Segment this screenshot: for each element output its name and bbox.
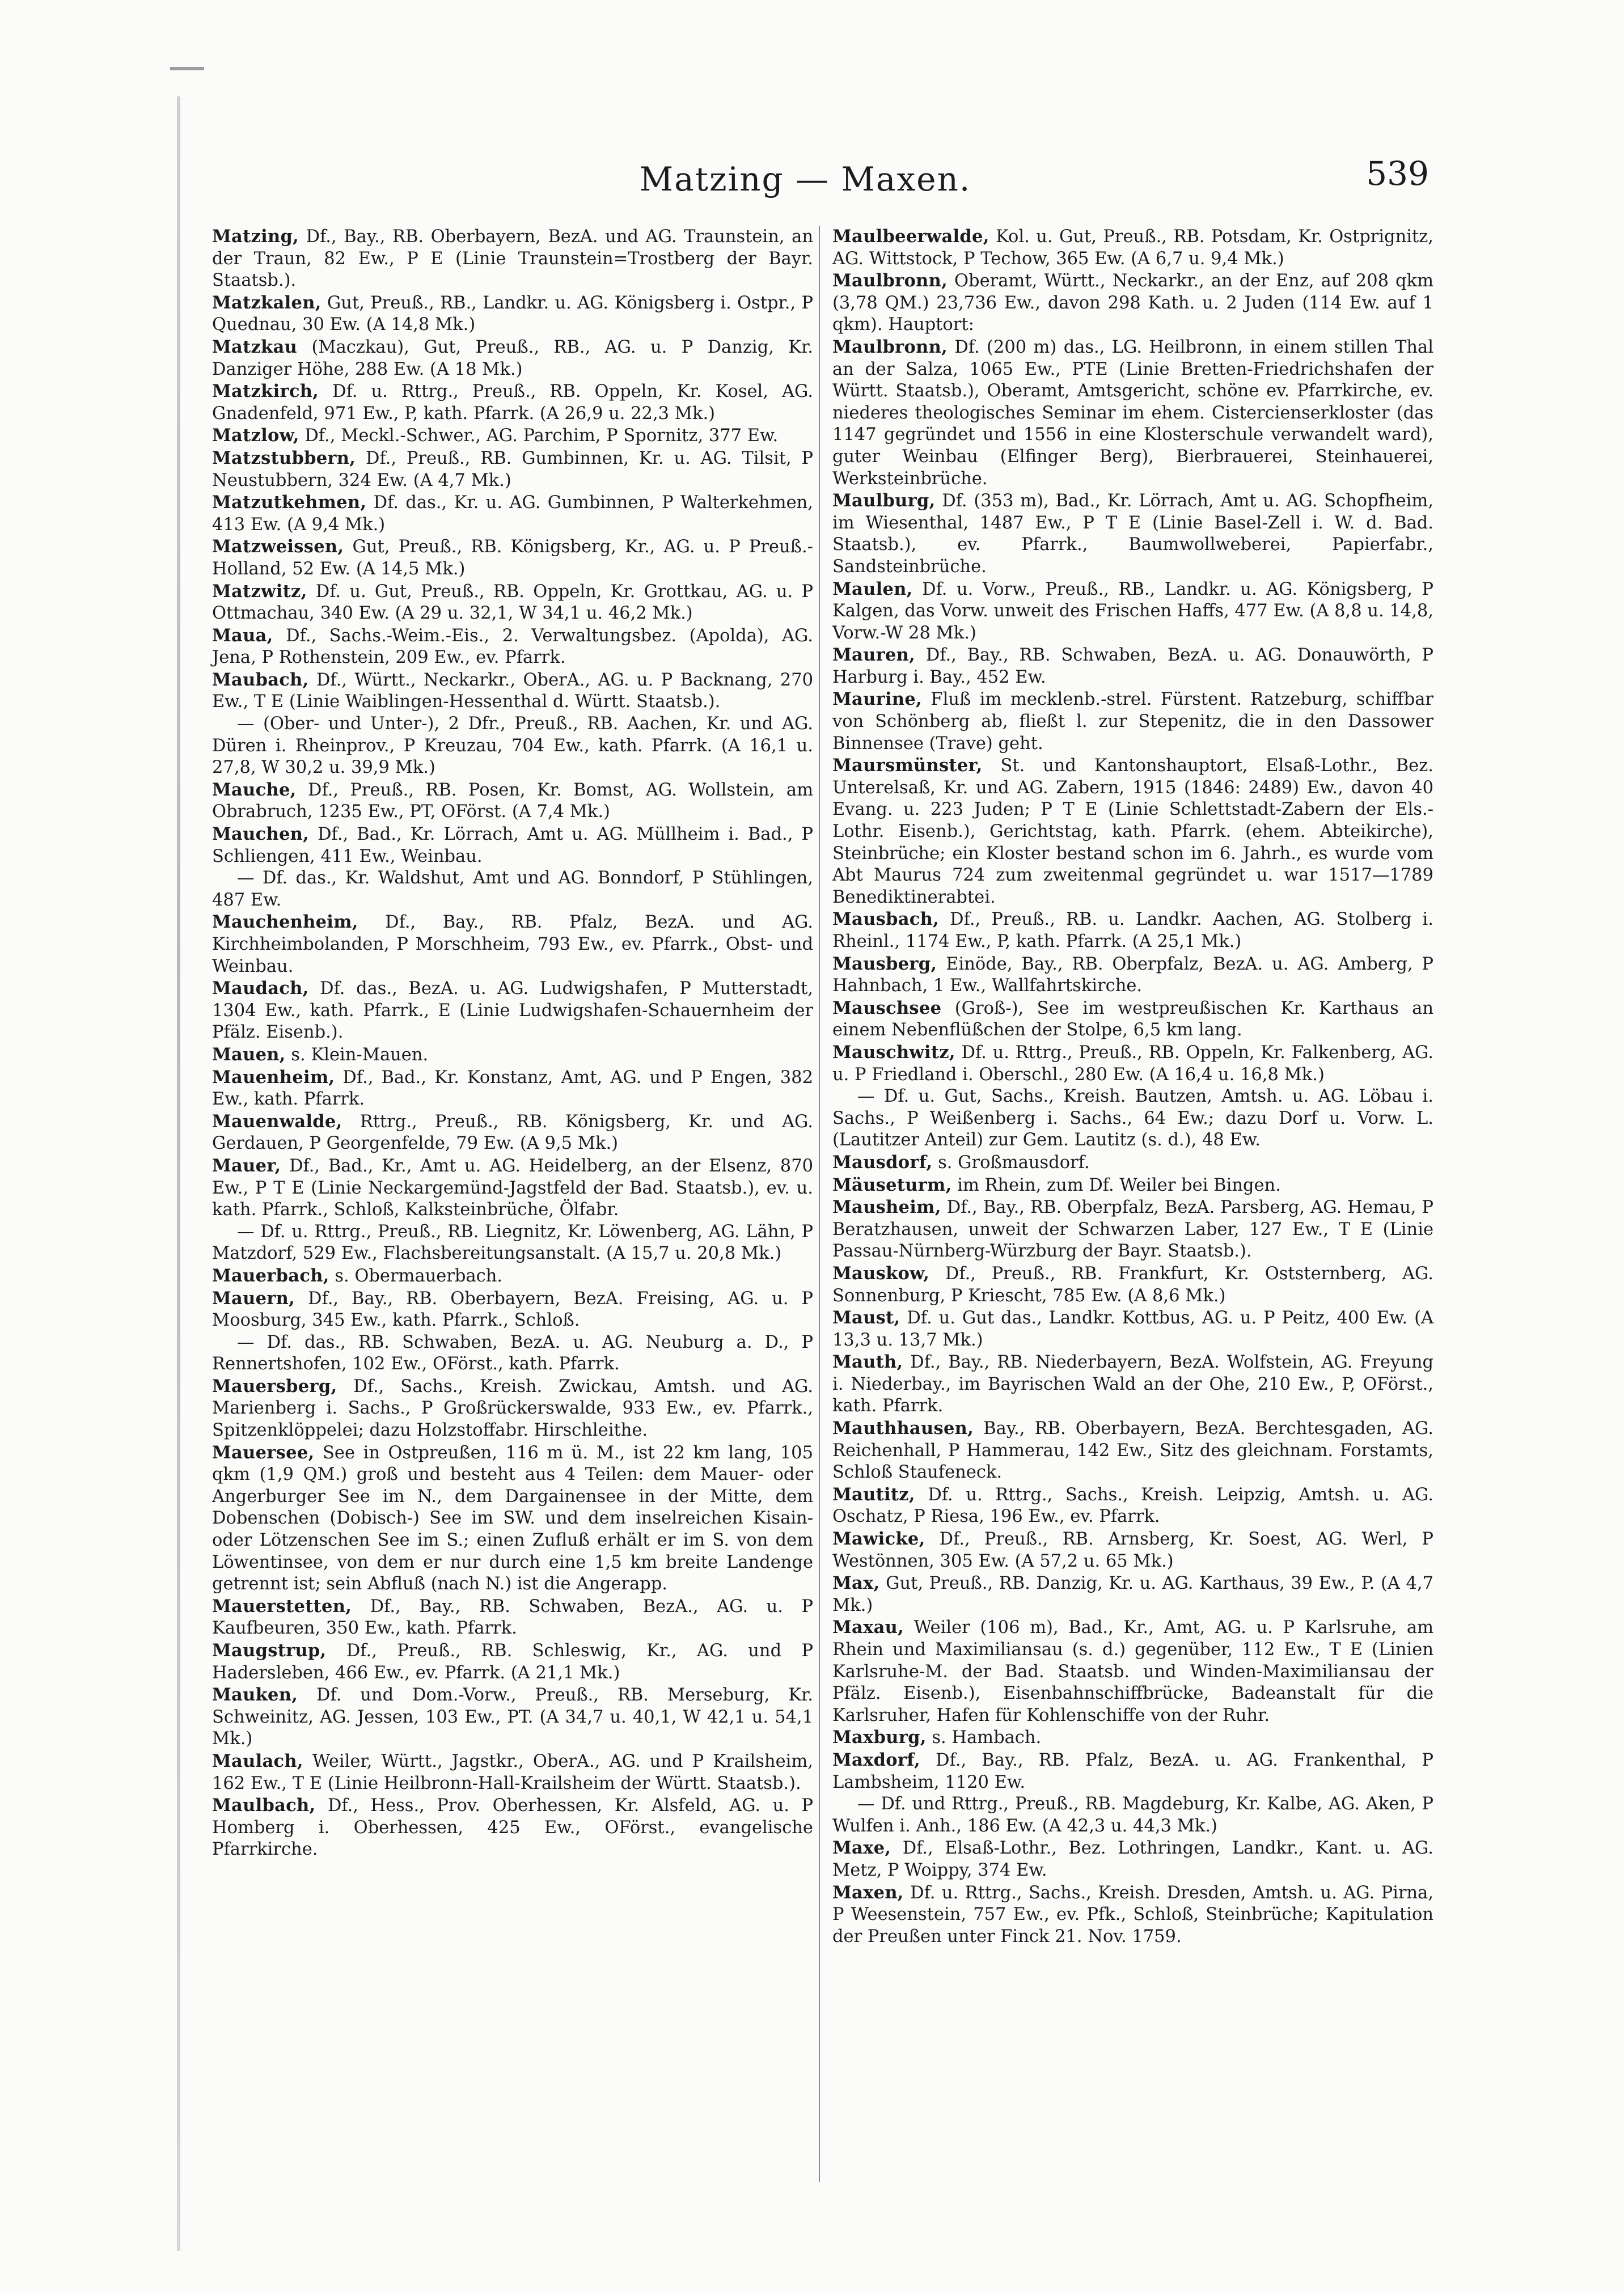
entry-headword: Max, (832, 1573, 880, 1594)
entry-headword: Maursmünster, (832, 755, 983, 776)
dictionary-entry (212, 1155, 813, 1221)
entry-headword: Matzkirch, (212, 381, 319, 402)
entry-text: Df., Bay., RB. Oberbayern, BezA. und AG. Traunstein, an der Traun, 82 Ew., P E (Linie Traunstein=Trostberg der Bayr. Staatsb.). (212, 227, 813, 291)
entry-text: Df., Hess., Prov. Oberhessen, Kr. Alsfeld, AG. u. P Homberg i. Oberhessen, 425 Ew., OFörst., evangelische Pfarrkirche. (212, 1796, 813, 1860)
entry-headword: Mauren, (832, 645, 916, 666)
entry-headword: Matzkalen, (212, 292, 322, 313)
dictionary-entry (832, 953, 1433, 997)
entry-headword: Maua, (212, 625, 273, 646)
entry-text: s. Großmausdorf. (932, 1152, 1090, 1173)
dictionary-entry (212, 536, 813, 580)
right-column (832, 226, 1433, 1948)
entry-text: Df., Sachs., Kreish. Zwickau, Amtsh. und AG. Marienberg i. Sachs., P Großrückerswalde, 933 Ew., ev. Pfarrk., Spitzenklöppelei; dazu Holzstoffabr. Hirschleithe. (212, 1376, 813, 1441)
entry-text: Df. u. Gut das., Landkr. Kottbus, AG. u. P Peitz, 400 Ew. (A 13,3 u. 13,7 Mk.) (832, 1308, 1433, 1350)
entry-text: Oberamt, Württ., Neckarkr., an der Enz, auf 208 qkm (3,78 QM.) 23,736 Ew., davon 298 Kath. u. 2 Juden (114 Ew. auf 1 qkm). Hauptort: (832, 271, 1433, 335)
entry-text: Df., Preuß., RB. Posen, Kr. Bomst, AG. Wollstein, am Obrabruch, 1235 Ew., PT, OFörst. (A 7,4 Mk.) (212, 780, 813, 822)
entry-headword: Maudach, (212, 978, 309, 999)
entry-text: Df. das., Kr. u. AG. Gumbinnen, P Walterkehmen, 413 Ew. (A 9,4 Mk.) (212, 493, 813, 535)
dictionary-entry (212, 581, 813, 625)
dictionary-entry (212, 292, 813, 336)
entry-text: Rttrg., Preuß., RB. Königsberg, Kr. und AG. Gerdauen, P Georgenfelde, 79 Ew. (A 9,5 Mk.) (212, 1111, 813, 1154)
dictionary-entry (212, 1640, 813, 1684)
dictionary-entry (832, 1749, 1433, 1793)
entry-text: — Df. u. Rttrg., Preuß., RB. Liegnitz, Kr. Löwenberg, AG. Lähn, P Matzdorf, 529 Ew., Flachsbereitungsanstalt. (A 15,7 u. 20,8 Mk.) (212, 1221, 813, 1264)
dictionary-entry (212, 823, 813, 868)
entry-text: — (Ober- und Unter-), 2 Dfr., Preuß., RB. Aachen, Kr. und AG. Düren i. Rheinprov., P Kreuzau, 704 Ew., kath. Pfarrk. (A 16,1 u. 27,8, W 30,2 u. 39,9 Mk.) (212, 714, 813, 778)
binding-mark (170, 67, 204, 70)
entry-headword: Mauen, (212, 1044, 286, 1065)
entry-headword: Maulach, (212, 1750, 303, 1771)
dictionary-entry (212, 868, 813, 911)
column-divider (819, 226, 820, 2182)
entry-headword: Mausbach, (832, 909, 940, 930)
entry-text: Df., Bay., RB. Oberpfalz, BezA. Parsberg, AG. Hemau, P Beratzhausen, unweit der Schwarzen Laber, 127 Ew., T E (Linie Passau-Nürnberg-Würzburg der Bayr. Staatsb.). (832, 1198, 1433, 1262)
entry-text: Df., Bay., RB. Schwaben, BezA. u. AG. Donauwörth, P Harburg i. Bay., 452 Ew. (832, 645, 1433, 687)
entry-text: Df., Elsaß-Lothr., Bez. Lothringen, Landkr., Kant. u. AG. Metz, P Woippy, 374 Ew. (832, 1838, 1433, 1880)
dictionary-entry (832, 1263, 1433, 1307)
entry-text: Df., Sachs.-Weim.-Eis., 2. Verwaltungsbez. (Apolda), AG. Jena, P Rothenstein, 209 Ew., ev. Pfarrk. (212, 625, 813, 668)
entry-headword: Maugstrup, (212, 1640, 327, 1661)
entry-text: Df., Bad., Kr. Konstanz, Amt, AG. und P Engen, 382 Ew., kath. Pfarrk. (212, 1067, 813, 1110)
entry-text: s. Hambach. (926, 1728, 1042, 1748)
dictionary-entry (212, 625, 813, 669)
page-number: 539 (1366, 154, 1429, 193)
entry-headword: Maxe, (832, 1838, 891, 1859)
dictionary-entry (212, 425, 813, 447)
entry-text: Df. (200 m) das., LG. Heilbronn, in einem stillen Thal an der Salza, 1065 Ew., PTE (Linie Bretten-Friedrichshafen der Württ. Staatsb.), Oberamt, Amtsgericht, schöne ev. Pfarrkirche, ev. niederes theologisches Seminar im ehem. Cistercienserkloster (das 1147 gegründet und 1556 in eine Klosterschule verwandelt ward), guter Weinbau (Elfinger Berg), Bierbrauerei, Steinhauerei, Werksteinbrüche. (832, 337, 1433, 489)
entry-headword: Maulburg, (832, 490, 936, 511)
entry-headword: Maust, (832, 1308, 900, 1329)
dictionary-entry (212, 1044, 813, 1067)
entry-headword: Maulbronn, (832, 270, 948, 291)
entry-text: Weiler, Württ., Jagstkr., OberA., AG. und P Krailsheim, 162 Ew., T E (Linie Heilbronn-Hall-Krailsheim der Württ. Staatsb.). (212, 1751, 813, 1793)
entry-text: Df., Bay., RB. Oberbayern, BezA. Freising, AG. u. P Moosburg, 345 Ew., kath. Pfarrk., Schloß. (212, 1288, 813, 1331)
entry-text: St. und Kantonshauptort, Elsaß-Lothr., Bez. Unterelsaß, Kr. und AG. Zabern, 1915 (1846: 2489) Ew., davon 40 Evang. u. 223 Juden; P T E (Linie Schlettstadt-Zabern der Els.-Lothr. Eisenb.), Gerichtstag, kath. Pfarrk. (ehem. Abteikirche), Steinbrüche; ein Kloster bestand schon im 6. Jahrh., es wurde vom Abt Maurus 724 zum zweitenmal gegründet u. war 1517—1789 Benediktinerabtei. (832, 756, 1433, 907)
entry-text: s. Klein-Mauen. (285, 1044, 429, 1065)
dictionary-entry (212, 1288, 813, 1332)
entry-text: (Maczkau), Gut, Preuß., RB., AG. u. P Danzig, Kr. Danziger Höhe, 288 Ew. (A 18 Mk.) (212, 337, 813, 379)
dictionary-entry (212, 336, 813, 380)
dictionary-entry (832, 1837, 1433, 1881)
dictionary-entry (832, 1152, 1433, 1174)
dictionary-entry (212, 779, 813, 823)
entry-text: s. Obermauerbach. (329, 1266, 503, 1286)
dictionary-entry (212, 1376, 813, 1442)
dictionary-entry (212, 1067, 813, 1111)
dictionary-entry (832, 1572, 1433, 1617)
entry-text: Df., Bay., RB. Schwaben, BezA., AG. u. P Kaufbeuren, 350 Ew., kath. Pfarrk. (212, 1596, 813, 1639)
entry-text: — Df. das., RB. Schwaben, BezA. u. AG. Neuburg a. D., P Rennertshofen, 102 Ew., OFörst., kath. Pfarrk. (212, 1332, 813, 1374)
entry-headword: Mausdorf, (832, 1152, 933, 1173)
dictionary-entry (212, 1442, 813, 1596)
entry-headword: Mauenheim, (212, 1067, 335, 1088)
dictionary-entry (832, 1086, 1433, 1152)
dictionary-entry (212, 380, 813, 425)
entry-text: Df. u. Rttrg., Preuß., RB. Oppeln, Kr. Falkenberg, AG. u. P Friedland i. Oberschl., 280 Ew. (A 16,4 u. 16,8 Mk.) (832, 1042, 1433, 1085)
entry-headword: Mauschsee (832, 997, 942, 1018)
entry-text: Bay., RB. Oberbayern, BezA. Berchtesgaden, AG. Reichenhall, P Hammerau, 142 Ew., Sitz des gleichnam. Forstamts, Schloß Staufeneck. (832, 1419, 1433, 1483)
entry-text: — Df. u. Gut, Sachs., Kreish. Bautzen, Amtsh. u. AG. Löbau i. Sachs., P Weißenberg i. Sachs., 64 Ew.; dazu Dorf u. Vorw. L. (Lautitzer Anteil) zur Gem. Lautitz (s. d.), 48 Ew. (832, 1086, 1433, 1150)
entry-headword: Mawicke, (832, 1529, 925, 1550)
entry-text: (Groß-), See im westpreußischen Kr. Karthaus an einem Nebenflüßchen der Stolpe, 6,5 km lang. (832, 998, 1433, 1040)
entry-headword: Mauth, (832, 1352, 903, 1373)
dictionary-entry (212, 1265, 813, 1288)
dictionary-entry (832, 336, 1433, 490)
entry-text: Fluß im mecklenb.-strel. Fürstent. Ratzeburg, schiffbar von Schönberg ab, fließt l. zur Stepenitz, die in den Dassower Binnensee (Trave) geht. (832, 689, 1433, 754)
entry-headword: Mausberg, (832, 953, 937, 974)
entry-headword: Mauken, (212, 1685, 298, 1706)
entry-text: — Df. das., Kr. Waldshut, Amt und AG. Bonndorf, P Stühlingen, 487 Ew. (212, 868, 813, 910)
dictionary-entry (212, 1750, 813, 1795)
entry-text: Df. u. Rttrg., Sachs., Kreish. Leipzig, Amtsh. u. AG. Oschatz, P Riesa, 196 Ew., ev. Pfarrk. (832, 1484, 1433, 1527)
entry-headword: Mauenwalde, (212, 1111, 342, 1132)
entry-text: Df. das., BezA. u. AG. Ludwigshafen, P Mutterstadt, 1304 Ew., kath. Pfarrk., E (Linie Ludwigshafen-Schauernheim der Pfälz. Eisenb.). (212, 979, 813, 1043)
entry-text: Df., Bad., Kr., Amt u. AG. Heidelberg, an der Elsenz, 870 Ew., P T E (Linie Neckargemünd-Jagstfeld der Bad. Staatsb.), ev. u. kath. Pfarrk., Schloß, Kalksteinbrüche, Ölfabr. (212, 1156, 813, 1220)
entry-text: Df., Bad., Kr. Lörrach, Amt u. AG. Müllheim i. Bad., P Schliengen, 411 Ew., Weinbau. (212, 824, 813, 866)
entry-headword: Matzing, (212, 226, 299, 247)
entry-headword: Maxen, (832, 1882, 904, 1903)
dictionary-entry (832, 490, 1433, 578)
dictionary-entry (832, 1528, 1433, 1572)
entry-headword: Mauskow, (832, 1263, 930, 1284)
entry-headword: Maxburg, (832, 1727, 927, 1748)
dictionary-entry (832, 1418, 1433, 1484)
entry-headword: Mautitz, (832, 1484, 915, 1505)
entry-headword: Matzlow, (212, 425, 299, 446)
dictionary-entry (212, 1795, 813, 1861)
dictionary-entry (212, 226, 813, 292)
entry-text: im Rhein, zum Df. Weiler bei Bingen. (951, 1175, 1281, 1195)
dictionary-entry (832, 997, 1433, 1042)
entry-text: Df., Preuß., RB. Schleswig, Kr., AG. und P Hadersleben, 466 Ew., ev. Pfarrk. (A 21,1 Mk.) (212, 1641, 813, 1683)
entry-headword: Maubach, (212, 669, 309, 690)
running-head: Matzing — Maxen. (639, 160, 971, 198)
entry-headword: Maulbach, (212, 1795, 316, 1816)
dictionary-entry (832, 1882, 1433, 1948)
entry-headword: Mauerstetten, (212, 1596, 352, 1617)
dictionary-entry (212, 978, 813, 1044)
dictionary-entry (212, 669, 813, 713)
entry-text: Df., Bay., RB. Pfalz, BezA. u. AG. Frankenthal, P Lambsheim, 1120 Ew. (832, 1750, 1433, 1792)
entry-headword: Matzstubbern, (212, 447, 356, 468)
dictionary-entry (832, 1793, 1433, 1837)
dictionary-entry (832, 1484, 1433, 1528)
entry-headword: Maxau, (832, 1617, 904, 1638)
entry-text: — Df. und Rttrg., Preuß., RB. Magdeburg, Kr. Kalbe, AG. Aken, P Wulfen i. Anh., 186 Ew. (A 42,3 u. 44,3 Mk.) (832, 1794, 1433, 1836)
entry-headword: Mauche, (212, 779, 297, 800)
entry-text: Df., Preuß., RB. Frankfurt, Kr. Oststernberg, AG. Sonnenburg, P Kriescht, 785 Ew. (A 8,6 Mk.) (832, 1263, 1433, 1306)
dictionary-entry (832, 1351, 1433, 1418)
entry-text: Df., Bay., RB. Niederbayern, BezA. Wolfstein, AG. Freyung i. Niederbay., im Bayrischen Wald an der Ohe, 210 Ew., P, OFörst., kath. Pfarrk. (832, 1352, 1433, 1416)
entry-text: Df. u. Gut, Preuß., RB. Oppeln, Kr. Grottkau, AG. u. P Ottmachau, 340 Ew. (A 29 u. 32,1, W 34,1 u. 46,2 Mk.) (212, 581, 813, 624)
dictionary-entry (832, 688, 1433, 755)
dictionary-entry (212, 713, 813, 779)
dictionary-entry (832, 1727, 1433, 1749)
entry-headword: Mauchen, (212, 824, 310, 845)
dictionary-entry (212, 1684, 813, 1750)
entry-text: Gut, Preuß., RB., Landkr. u. AG. Königsberg i. Ostpr., P Quednau, 30 Ew. (A 14,8 Mk.) (212, 293, 813, 335)
entry-text: Df., Preuß., RB. u. Landkr. Aachen, AG. Stolberg i. Rheinl., 1174 Ew., P, kath. Pfarrk. (A 25,1 Mk.) (832, 909, 1433, 951)
entry-headword: Maulen, (832, 578, 913, 599)
dictionary-entry (832, 755, 1433, 908)
dictionary-entry (832, 226, 1433, 270)
entry-text: Df. u. Rttrg., Preuß., RB. Oppeln, Kr. Kosel, AG. Gnadenfeld, 971 Ew., P, kath. Pfarrk. (A 26,9 u. 22,3 Mk.) (212, 382, 813, 424)
entry-headword: Maxdorf, (832, 1749, 920, 1770)
entry-text: Df., Württ., Neckarkr., OberA., AG. u. P Backnang, 270 Ew., T E (Linie Waiblingen-Hessenthal d. Württ. Staatsb.). (212, 670, 813, 712)
dictionary-entry (212, 1221, 813, 1265)
entry-text: See in Ostpreußen, 116 m ü. M., ist 22 km lang, 105 qkm (1,9 QM.) groß und besteht aus 4 Teilen: dem Mauer- oder Angerburger See im N., dem Dargainensee in der Mitte, dem Dobenschen (Dobisch-) See im SW. und dem inselreichen Kisain- oder Lötzenschen See im S.; einen Zufluß erhält er im S. von dem Löwentinsee, von dem er nur durch eine 1,5 km breite Landenge getrennt ist; sein Abfluß (nach N.) ist die Angerapp. (212, 1442, 813, 1594)
entry-headword: Mauern, (212, 1288, 295, 1309)
dictionary-entry (832, 644, 1433, 688)
entry-text: Gut, Preuß., RB. Königsberg, Kr., AG. u. P Preuß.-Holland, 52 Ew. (A 14,5 Mk.) (212, 537, 813, 579)
entry-headword: Mauschwitz, (832, 1042, 955, 1063)
entry-text: Df., Bay., RB. Pfalz, BezA. und AG. Kirchheimbolanden, P Morschheim, 793 Ew., ev. Pfarrk., Obst- und Weinbau. (212, 912, 813, 976)
dictionary-entry (832, 578, 1433, 645)
entry-headword: Maulbronn, (832, 336, 948, 357)
dictionary-entry (832, 908, 1433, 953)
entry-text: Df. und Dom.-Vorw., Preuß., RB. Merseburg, Kr. Schweinitz, AG. Jessen, 103 Ew., PT. (A 34,7 u. 40,1, W 42,1 u. 54,1 Mk.) (212, 1685, 813, 1749)
dictionary-entry (212, 911, 813, 978)
entry-headword: Matzwitz, (212, 581, 307, 602)
entry-text: Weiler (106 m), Bad., Kr., Amt, AG. u. P Karlsruhe, am Rhein und Maximiliansau (s. d.) gegenüber, 112 Ew., T E (Linien Karlsruhe-M. der Bad. Staatsb. und Winden-Maximiliansau der Pfälz. Eisenb.), Eisenbahnschiffbrücke, Badeanstalt für die Karlsruher, Hafen für Kohlenschiffe von der Ruhr. (832, 1618, 1433, 1725)
entry-headword: Matzutkehmen, (212, 492, 367, 513)
entry-headword: Mauer, (212, 1155, 281, 1176)
dictionary-entry (212, 1596, 813, 1640)
entry-text: Df., Preuß., RB. Gumbinnen, Kr. u. AG. Tilsit, P Neustubbern, 324 Ew. (A 4,7 Mk.) (212, 448, 813, 490)
dictionary-entry (832, 1307, 1433, 1351)
entry-headword: Matzweissen, (212, 536, 344, 557)
entry-headword: Mauersberg, (212, 1376, 337, 1397)
entry-text: Df., Meckl.-Schwer., AG. Parchim, P Spornitz, 377 Ew. (299, 426, 779, 446)
entry-text: Einöde, Bay., RB. Oberpfalz, BezA. u. AG. Amberg, P Hahnbach, 1 Ew., Wallfahrtskirche. (832, 954, 1433, 996)
entry-text: Kol. u. Gut, Preuß., RB. Potsdam, Kr. Ostprignitz, AG. Wittstock, P Techow, 365 Ew. (A 6,7 u. 9,4 Mk.) (832, 227, 1433, 269)
entry-headword: Mausheim, (832, 1197, 941, 1218)
dictionary-entry (832, 1174, 1433, 1197)
entry-headword: Mauchenheim, (212, 912, 358, 933)
entry-headword: Maurine, (832, 689, 922, 710)
entry-text: Df. u. Rttrg., Sachs., Kreish. Dresden, Amtsh. u. AG. Pirna, P Weesenstein, 757 Ew., ev. Pfk., Schloß, Steinbrüche; Kapitulation der Preußen unter Finck 21. Nov. 1759. (832, 1882, 1433, 1947)
entry-text: Df. u. Vorw., Preuß., RB., Landkr. u. AG. Königsberg, P Kalgen, das Vorw. unweit des Frischen Haffs, 477 Ew. (A 8,8 u. 14,8, Vorw.-W 28 Mk.) (832, 579, 1433, 643)
dictionary-entry (212, 447, 813, 492)
dictionary-entry (212, 1111, 813, 1155)
entry-headword: Mäuseturm, (832, 1174, 952, 1195)
left-column (212, 226, 813, 1861)
dictionary-entry (832, 1042, 1433, 1086)
dictionary-entry (212, 1332, 813, 1376)
entry-text: Df., Preuß., RB. Arnsberg, Kr. Soest, AG. Werl, P Westönnen, 305 Ew. (A 57,2 u. 65 Mk.) (832, 1529, 1433, 1571)
entry-headword: Matzkau (212, 336, 298, 357)
entry-headword: Mauersee, (212, 1442, 315, 1463)
entry-headword: Maulbeerwalde, (832, 226, 989, 247)
binding-edge (177, 96, 180, 2251)
entry-text: Gut, Preuß., RB. Danzig, Kr. u. AG. Karthaus, 39 Ew., P. (A 4,7 Mk.) (832, 1573, 1433, 1615)
entry-headword: Mauerbach, (212, 1265, 329, 1286)
dictionary-entry (212, 492, 813, 536)
dictionary-entry (832, 1196, 1433, 1263)
entry-text: Df. (353 m), Bad., Kr. Lörrach, Amt u. AG. Schopfheim, im Wiesenthal, 1487 Ew., P T E (Linie Basel-Zell i. W. d. Bad. Staatsb.), ev. Pfarrk., Baumwollweberei, Papierfabr., Sandsteinbrüche. (832, 491, 1433, 577)
dictionary-entry (832, 1617, 1433, 1727)
dictionary-entry (832, 270, 1433, 336)
entry-headword: Mauthhausen, (832, 1418, 974, 1439)
